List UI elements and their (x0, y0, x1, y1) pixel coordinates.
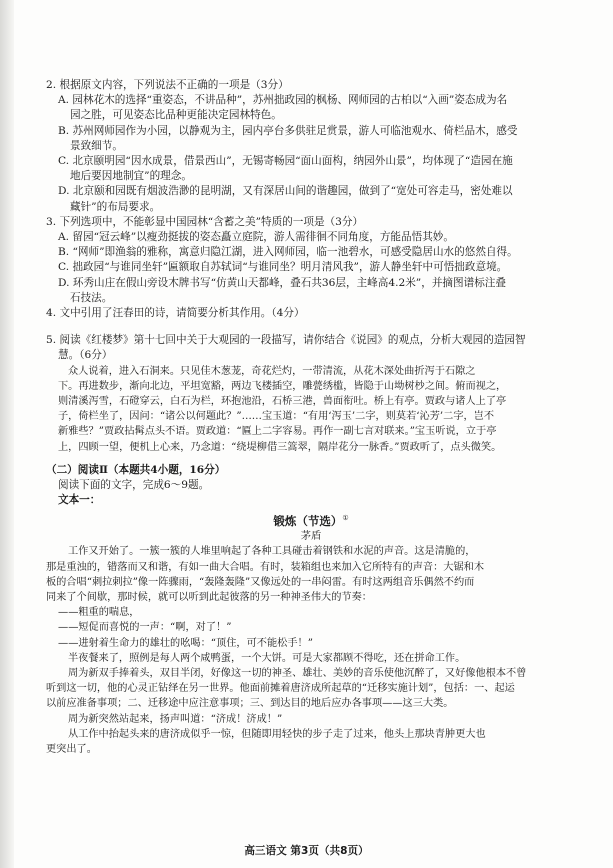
article-title-text: 锻炼（节选） (273, 514, 343, 529)
q3-option-b: B. “网师”即渔翁的雅称，寓意归隐江湖，进入网师园，临一池碧水，可感受隐居山水的悠然自得。 (58, 246, 518, 259)
article-author: 茅盾 (300, 530, 322, 543)
q2-option-d-line1: D. 北京颐和园既有烟波浩渺的昆明湖，又有深居山间的谐趣园，做到了“宽处可容走马，密处难以 (58, 185, 513, 198)
scan-edge-shadow (0, 0, 14, 868)
q3-option-d-line2: 石技法。 (70, 291, 113, 304)
title-footnote-marker: ① (342, 514, 349, 523)
section-2-instruction: 阅读下面的文字，完成6～9题。 (58, 479, 210, 492)
q5-passage-line4: 子，倚栏坐了，因问：“诸公以何题此？”……宝玉道：“有用‘泻玉’二字，则莫若‘沁芳’二字，岂不 (58, 411, 495, 423)
q3-option-a: A. 留园“冠云峰”以瘦劲挺拔的姿态矗立庭院，游人需徘徊不同角度，方能品悟其妙。 (58, 231, 454, 244)
article-paragraph-line3: 板的合唱“刺拉刺拉”像一阵骤雨，“轰隆轰隆”又像远处的一串闷雷。有时这两组音乐偶然不约而 (46, 576, 475, 588)
q3-option-c: C. 拙政园“与谁同坐轩”匾额取自苏轼词“与谁同坐？明月清风我”，游人静坐轩中可悟拙政意境。 (58, 261, 508, 274)
article-title (46, 510, 576, 529)
chant-line3: ——进射着生命力的雄壮的吆喝：“顶住，可不能松手！” (58, 637, 313, 649)
question-4-stem: 4. 文中引用了汪春田的诗，请简要分析其作用。（4分） (46, 307, 305, 320)
article-paragraph2-line3: 听到这一切，他的心灵正钻绎在另一世界。他面前摊着唐济成所起草的“迁移实施计划”，包括：一、起运 (46, 683, 515, 695)
article-paragraph2-line6: 从工作中抬起头来的唐济成似乎一惊，但随即用轻快的步子走了过来，他头上那块青肿更大也 (68, 728, 486, 740)
question-2-stem: 2. 根据原文内容，下列说法不正确的一项是（3分） (46, 79, 289, 91)
q2-option-c-line1: C. 北京颐明园“因水成景，借景西山”，无锡寄畅园“面山面构，纳园外山景”，均体现了“造园在施 (58, 155, 513, 168)
q5-passage-line5: 新雅些？”贾政拈髯点头不语。贾政道：“匾上二字容易。再作一副七言对联来。”宝玉听说，立于亭 (58, 426, 497, 438)
q5-passage-line3: 则清溪泻雪，石磴穿云，白石为栏，环抱池沿，石桥三港，兽面衔吐。桥上有亭。贾政与诸人上了亭 (58, 396, 507, 408)
text-one-label: 文本一： (58, 494, 101, 507)
q5-passage-line2: 下。再进数步，渐向北边，平坦宽豁，两边飞楼插空，雕甍绣槛，皆隐于山坳树杪之间。俯而视之， (58, 380, 507, 392)
q2-option-a-line1: A. 园林花木的选择“重姿态，不讲品种”，苏州拙政园的枫杨、网师园的古柏以“入画”姿态成为名 (58, 94, 508, 107)
article-paragraph2-line7: 更突出了。 (46, 743, 97, 755)
q5-passage-line1: 众人说着，进入石洞来。只见佳木葱茏，奇花烂灼，一带清流，从花木深处曲折泻于石隙之 (68, 365, 476, 377)
chant-line1: ——粗重的喘息， (58, 607, 140, 619)
article-paragraph-line2: 那是重浊的，错落而又和谐，有如一曲大合唱。有时，装箱组也来加入它所特有的声音：大锯和木 (46, 561, 485, 573)
page-footer: 高三语文 第3页（共8页） (244, 845, 369, 857)
article-paragraph-line4: 同来了个间歇，那时候，就可以听到此起彼落的另一种神圣伟大的节奏： (46, 591, 372, 603)
question-5-stem-line2: 慧。（6分） (58, 349, 113, 362)
question-5-stem-line1: 5. 阅读《红楼梦》第十七回中关于大观园的一段描写，请你结合《说园》的观点，分析大观园的造园智 (46, 334, 526, 347)
article-paragraph2-line4: 以前应准备事项；二、迁移途中应注意事项；三、到达目的地后应办各事项——这三大类。 (46, 698, 454, 710)
q2-option-a-line2: 园之胜，可见姿态比品种更能决定园林特色。 (70, 109, 282, 122)
q2-option-b-line1: B. 苏州网师园作为小园，以静观为主，园内亭台多供驻足赏景，游人可临池观水、倚栏品木，感受 (58, 124, 518, 137)
question-3-stem: 3. 下列选项中，不能彰显中国园林“含蓄之美”特质的一项是（3分） (46, 215, 364, 228)
page-content (46, 78, 576, 757)
article-paragraph2-line5: 周为新突然站起来，扬声叫道：“济成！济成！” (68, 713, 283, 725)
article-paragraph2-line2: 周为新双手捧着头，双目半闭，好像这一切的神圣、雄壮、美妙的音乐使他沉醉了，又好像他根本不曾 (68, 667, 527, 679)
chant-line2: ——短促而喜悦的一声：“啊，对了！” (58, 622, 232, 634)
article-paragraph-line1: 工作又开始了。一簇一簇的人堆里响起了各种工具碰击着钢铁和水泥的声音。这是清脆的， (68, 546, 476, 558)
section-2-header: （二）阅读Ⅱ（本题共4小题，16分） (46, 463, 226, 476)
q5-passage-line6: 上，四顾一望，便机上心来，乃念道：“绕堤柳借三篙翠，隔岸花分一脉香。”贾政听了，点头微笑。 (58, 441, 502, 453)
q3-option-d-line1: D. 环秀山庄在假山旁设木牌书写“仿黄山天都峰，叠石共36层，主峰高4.2米”，并摘图谱标注叠 (58, 276, 506, 289)
section-gap (46, 455, 576, 463)
answer-space (46, 321, 576, 333)
q2-option-d-line2: 藏针”的布局要求。 (70, 200, 161, 213)
q2-option-b-line2: 景致细节。 (70, 139, 123, 152)
q2-option-c-line2: 地后要因地制宜”的理念。 (70, 170, 192, 183)
article-paragraph2-line1: 半夜餐来了，照例是每人两个咸鸭蛋，一个大饼。可是大家都顾不得吃，还在拼命工作。 (68, 652, 466, 664)
